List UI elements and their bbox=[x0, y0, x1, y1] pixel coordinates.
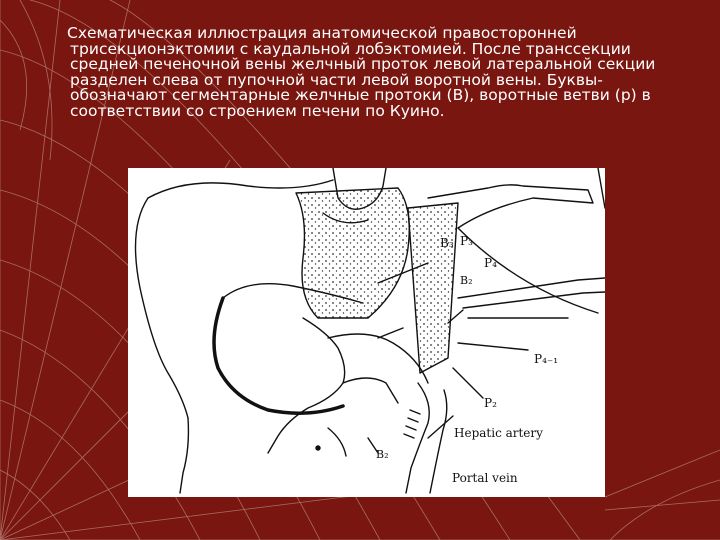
label-b3: B₃ bbox=[440, 236, 454, 250]
label-hepatic-artery: Hepatic artery bbox=[454, 426, 543, 440]
liver-anatomy-drawing bbox=[128, 168, 605, 497]
label-b2-upper: B₂ bbox=[460, 274, 473, 287]
anatomy-figure bbox=[128, 168, 605, 497]
label-p3: P₃ bbox=[460, 234, 473, 248]
label-p4-1: P₄₋₁ bbox=[534, 352, 559, 366]
slide-caption: Схематическая иллюстрация анатомической правосторонней трисекционэктомии с каудальной лобэктомией. После транссекции средней печеночной вены желчный проток левой латеральной секции разделен слева от пупочной части левой воротной вены. Буквы- обозначают сегментарные желчные протоки (B), воротные ветви (p) в соответствии со строением печени по Куино. bbox=[67, 24, 656, 120]
label-p2: P₂ bbox=[484, 396, 497, 410]
label-b2-lower: B₂ bbox=[376, 448, 389, 461]
label-p4: P₄ bbox=[484, 256, 497, 270]
label-portal-vein: Portal vein bbox=[452, 471, 518, 485]
